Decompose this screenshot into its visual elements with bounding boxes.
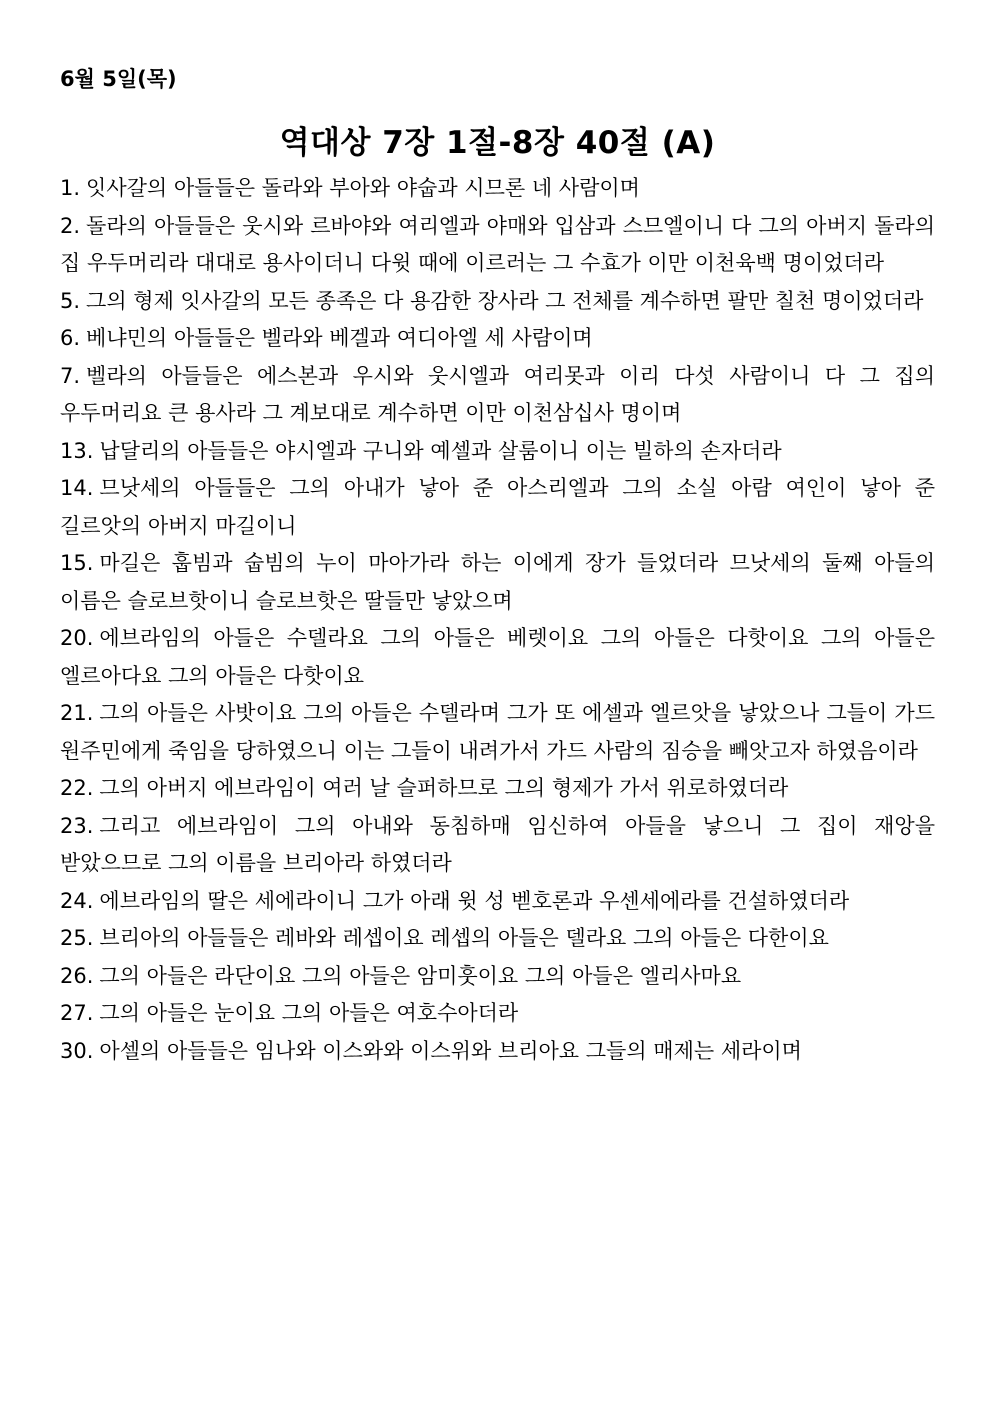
verse-text: 납달리의 아들들은 야시엘과 구니와 예셀과 살룸이니 이는 빌하의 손자더라 — [99, 438, 782, 463]
verse-paragraph — [60, 920, 935, 958]
verse-number: 26. — [60, 963, 94, 988]
verse-text: 브리아의 아들들은 레바와 레셉이요 레셉의 아들은 델라요 그의 아들은 다한이요 — [99, 926, 829, 950]
verse-text: 마길은 훕빔과 숩빔의 누이 마아가라 하는 이에게 장가 들었더라 므낫세의 둘째 아들의 이름은 슬로브핫이니 슬로브핫은 딸들만 낳았으며 — [60, 551, 935, 613]
verse-text: 에브라임의 딸은 세에라이니 그가 아래 윗 성 벧호론과 우센세에라를 건설하였더라 — [99, 888, 850, 913]
verse-text: 잇사갈의 아들들은 돌라와 부아와 야숩과 시므론 네 사람이며 — [86, 176, 640, 200]
verse-paragraph — [60, 320, 935, 358]
verse-paragraph — [60, 433, 935, 471]
verse-number: 14. — [60, 476, 94, 500]
verse-number: 27. — [60, 1001, 94, 1025]
verse-text: 베냐민의 아들들은 벨라와 베겔과 여디아엘 세 사람이며 — [86, 326, 593, 350]
verse-text: 벨라의 아들들은 에스본과 우시와 웃시엘과 여리못과 이리 다섯 사람이니 다 그 집의 우두머리요 큰 용사라 그 계보대로 계수하면 이만 이천삼십사 명이며 — [60, 363, 935, 425]
verse-text: 그의 형제 잇사갈의 모든 종족은 다 용감한 장사라 그 전체를 계수하면 팔만 칠천 명이었더라 — [86, 288, 924, 313]
verse-text: 그리고 에브라임이 그의 아내와 동침하매 임신하여 아들을 낳으니 그 집이 재앙을 받았으므로 그의 이름을 브리아라 하였더라 — [60, 813, 935, 875]
verse-number: 23. — [60, 813, 94, 838]
verse-paragraph — [60, 283, 935, 321]
verse-number: 20. — [60, 626, 94, 650]
verse-paragraph — [60, 1033, 935, 1071]
verse-text: 그의 아들은 눈이요 그의 아들은 여호수아더라 — [99, 1001, 519, 1025]
verse-number: 15. — [60, 551, 94, 575]
verse-text: 그의 아들은 사밧이요 그의 아들은 수델라며 그가 또 에셀과 엘르앗을 낳았으나 그들이 가드 원주민에게 죽임을 당하였으니 이는 그들이 내려가서 가드 사람의 짐승을 빼앗고자 하였음이라 — [60, 701, 935, 763]
verse-paragraph — [60, 208, 935, 283]
date-label: 6월 5일(목) — [60, 67, 177, 91]
verse-text: 아셀의 아들들은 임나와 이스와와 이스위와 브리아요 그들의 매제는 세라이며 — [99, 1038, 802, 1063]
verse-text: 에브라임의 아들은 수델라요 그의 아들은 베렛이요 그의 아들은 다핫이요 그의 아들은 엘르아다요 그의 아들은 다핫이요 — [60, 626, 935, 688]
verse-number: 2. — [60, 213, 81, 238]
verse-number: 25. — [60, 926, 94, 950]
document-page — [60, 62, 935, 1070]
verse-text: 돌라의 아들들은 웃시와 르바야와 여리엘과 야매와 입삼과 스므엘이니 다 그의 아버지 돌라의 집 우두머리라 대대로 용사이더니 다윗 때에 이르러는 그 수효가 이만 이천육백 명이었더라 — [60, 213, 935, 275]
verse-number: 30. — [60, 1038, 94, 1063]
verse-number: 22. — [60, 776, 94, 800]
verse-text: 그의 아들은 라단이요 그의 아들은 암미훗이요 그의 아들은 엘리사마요 — [99, 963, 742, 988]
verse-paragraph — [60, 995, 935, 1033]
page-title: 역대상 7장 1절-8장 40절 (A) — [279, 125, 716, 161]
verse-number: 7. — [60, 363, 81, 388]
verse-paragraph — [60, 358, 935, 433]
verse-paragraph — [60, 883, 935, 921]
verse-paragraph — [60, 545, 935, 620]
verse-paragraph — [60, 695, 935, 770]
verse-number: 6. — [60, 326, 81, 350]
verse-number: 5. — [60, 288, 81, 313]
verse-number: 13. — [60, 438, 94, 463]
verse-paragraph — [60, 808, 935, 883]
verse-paragraph — [60, 470, 935, 545]
verse-paragraph — [60, 958, 935, 996]
verse-number: 24. — [60, 888, 94, 913]
verse-paragraph — [60, 620, 935, 695]
verse-number: 21. — [60, 701, 94, 725]
verse-text: 므낫세의 아들들은 그의 아내가 낳아 준 아스리엘과 그의 소실 아람 여인이 낳아 준 길르앗의 아버지 마길이니 — [60, 476, 935, 538]
verse-text: 그의 아버지 에브라임이 여러 날 슬퍼하므로 그의 형제가 가서 위로하였더라 — [99, 776, 789, 800]
verse-paragraph — [60, 770, 935, 808]
verse-number: 1. — [60, 176, 81, 200]
verse-list — [60, 170, 935, 1070]
verse-paragraph — [60, 170, 935, 208]
